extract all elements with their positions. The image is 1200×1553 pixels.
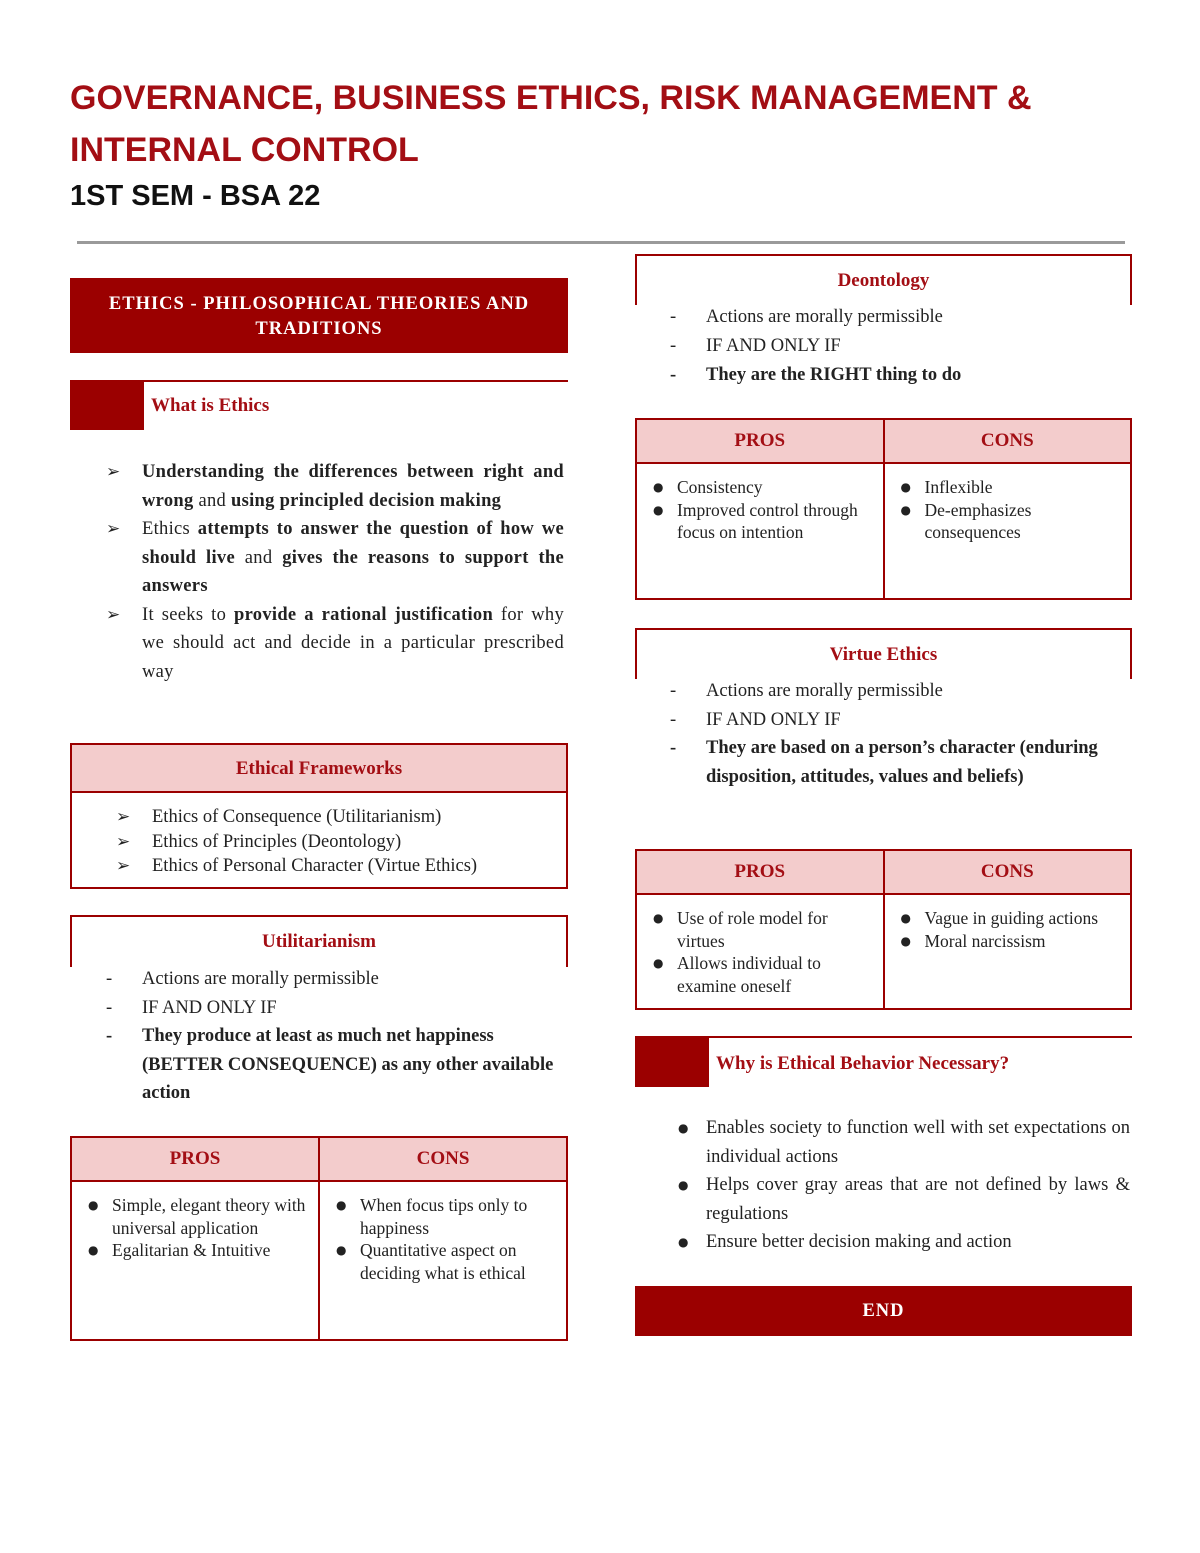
pros-cell [72, 1182, 318, 1339]
what-is-ethics-list [106, 458, 564, 686]
heading-rule [144, 380, 568, 382]
virtue-ethics-heading-box [635, 628, 1132, 679]
cons-item: ● When focus tips only to happiness [328, 1194, 556, 1239]
virtue-ethics-title: Virtue Ethics [637, 630, 1130, 679]
pros-header: PROS [734, 430, 786, 451]
ethics-definition-item: ➢ Understanding the differences between right and wrong and using principled decision making [106, 458, 564, 515]
cons-header: CONS [883, 851, 1131, 893]
utilitarianism-definition [106, 965, 566, 1108]
reason-item: ● Ensure better decision making and action [670, 1228, 1130, 1257]
why-ethical-label: Why is Ethical Behavior Necessary? [716, 1053, 1010, 1074]
pros-cell [637, 895, 883, 1008]
cons-item: ● Quantitative aspect on deciding what is ethical [328, 1239, 556, 1284]
virtue-ethics-definition [670, 677, 1110, 791]
reason-item: ● Helps cover gray areas that are not defined by laws & regulations [670, 1171, 1130, 1228]
ethics-definition-item: ➢ It seeks to provide a rational justification for why we should act and decide in a particular prescribed way [106, 601, 564, 687]
pros-header: PROS [169, 1148, 221, 1169]
cons-list [328, 1194, 556, 1284]
document-title: GOVERNANCE, BUSINESS ETHICS, RISK MANAGEMENT & INTERNAL CONTROL [70, 79, 1032, 169]
pros-cell [637, 464, 883, 598]
cons-item: ● Moral narcissism [893, 930, 1121, 953]
deontology-definition [670, 303, 1130, 390]
definition-line: - IF AND ONLY IF [670, 706, 1110, 735]
cons-cell [883, 895, 1131, 1008]
cons-cell [883, 464, 1131, 598]
pros-item: ● Egalitarian & Intuitive [80, 1239, 308, 1262]
definition-line: - IF AND ONLY IF [106, 994, 566, 1023]
pros-list [645, 476, 873, 544]
frameworks-list [116, 805, 566, 879]
section-banner: ETHICS - PHILOSOPHICAL THEORIES AND TRADITIONS [70, 278, 568, 353]
cons-header: CONS [883, 420, 1131, 462]
what-is-ethics-heading [70, 380, 568, 432]
cons-item: ● Inflexible [893, 476, 1121, 499]
definition-line: - IF AND ONLY IF [670, 332, 1130, 361]
heading-marker [70, 380, 144, 430]
definition-line-bold: - They are based on a person’s character (enduring disposition, attitudes, values and beliefs) [670, 734, 1110, 791]
cons-cell [318, 1182, 566, 1339]
definition-line: - Actions are morally permissible [670, 303, 1130, 332]
deontology-title: Deontology [637, 256, 1130, 305]
framework-item: ➢ Ethics of Principles (Deontology) [116, 830, 566, 855]
what-is-ethics-label: What is Ethics [151, 395, 270, 416]
pros-item: ● Allows individual to examine oneself [645, 952, 873, 997]
pros-list [80, 1194, 308, 1262]
deontology-heading-box [635, 254, 1132, 305]
cons-list [893, 907, 1121, 952]
ethical-frameworks-box [70, 743, 568, 889]
document-subtitle: 1ST SEM - BSA 22 [70, 180, 321, 212]
heading-rule [709, 1036, 1132, 1038]
framework-item: ➢ Ethics of Consequence (Utilitarianism) [116, 805, 566, 830]
pros-item: ● Simple, elegant theory with universal application [80, 1194, 308, 1239]
pros-item: ● Use of role model for virtues [645, 907, 873, 952]
cons-header: CONS [318, 1138, 566, 1180]
why-ethical-list [670, 1114, 1130, 1257]
pros-item: ● Consistency [645, 476, 873, 499]
why-ethical-heading [635, 1036, 1132, 1088]
pros-header: PROS [734, 861, 786, 882]
definition-line: - Actions are morally permissible [670, 677, 1110, 706]
utilitarianism-heading-box [70, 915, 568, 967]
framework-item: ➢ Ethics of Personal Character (Virtue Ethics) [116, 854, 566, 879]
cons-item: ● Vague in guiding actions [893, 907, 1121, 930]
definition-line-bold: - They produce at least as much net happiness (BETTER CONSEQUENCE) as any other available action [106, 1022, 566, 1108]
pros-list [645, 907, 873, 997]
ethics-definition-item: ➢ Ethics attempts to answer the question of how we should live and gives the reasons to support the answers [106, 515, 564, 601]
definition-line-bold: - They are the RIGHT thing to do [670, 361, 1130, 390]
reason-item: ● Enables society to function well with set expectations on individual actions [670, 1114, 1130, 1171]
heading-marker [635, 1036, 709, 1087]
cons-list [893, 476, 1121, 544]
pros-item: ● Improved control through focus on intention [645, 499, 873, 544]
cons-item: ● De-emphasizes consequences [893, 499, 1121, 544]
utilitarianism-pros-cons-table [70, 1136, 568, 1341]
header-divider [77, 241, 1125, 244]
utilitarianism-title: Utilitarianism [72, 917, 566, 967]
end-banner: END [635, 1286, 1132, 1336]
virtue-ethics-pros-cons-table [635, 849, 1132, 1010]
definition-line: - Actions are morally permissible [106, 965, 566, 994]
ethical-frameworks-title: Ethical Frameworks [72, 745, 566, 793]
deontology-pros-cons-table [635, 418, 1132, 600]
